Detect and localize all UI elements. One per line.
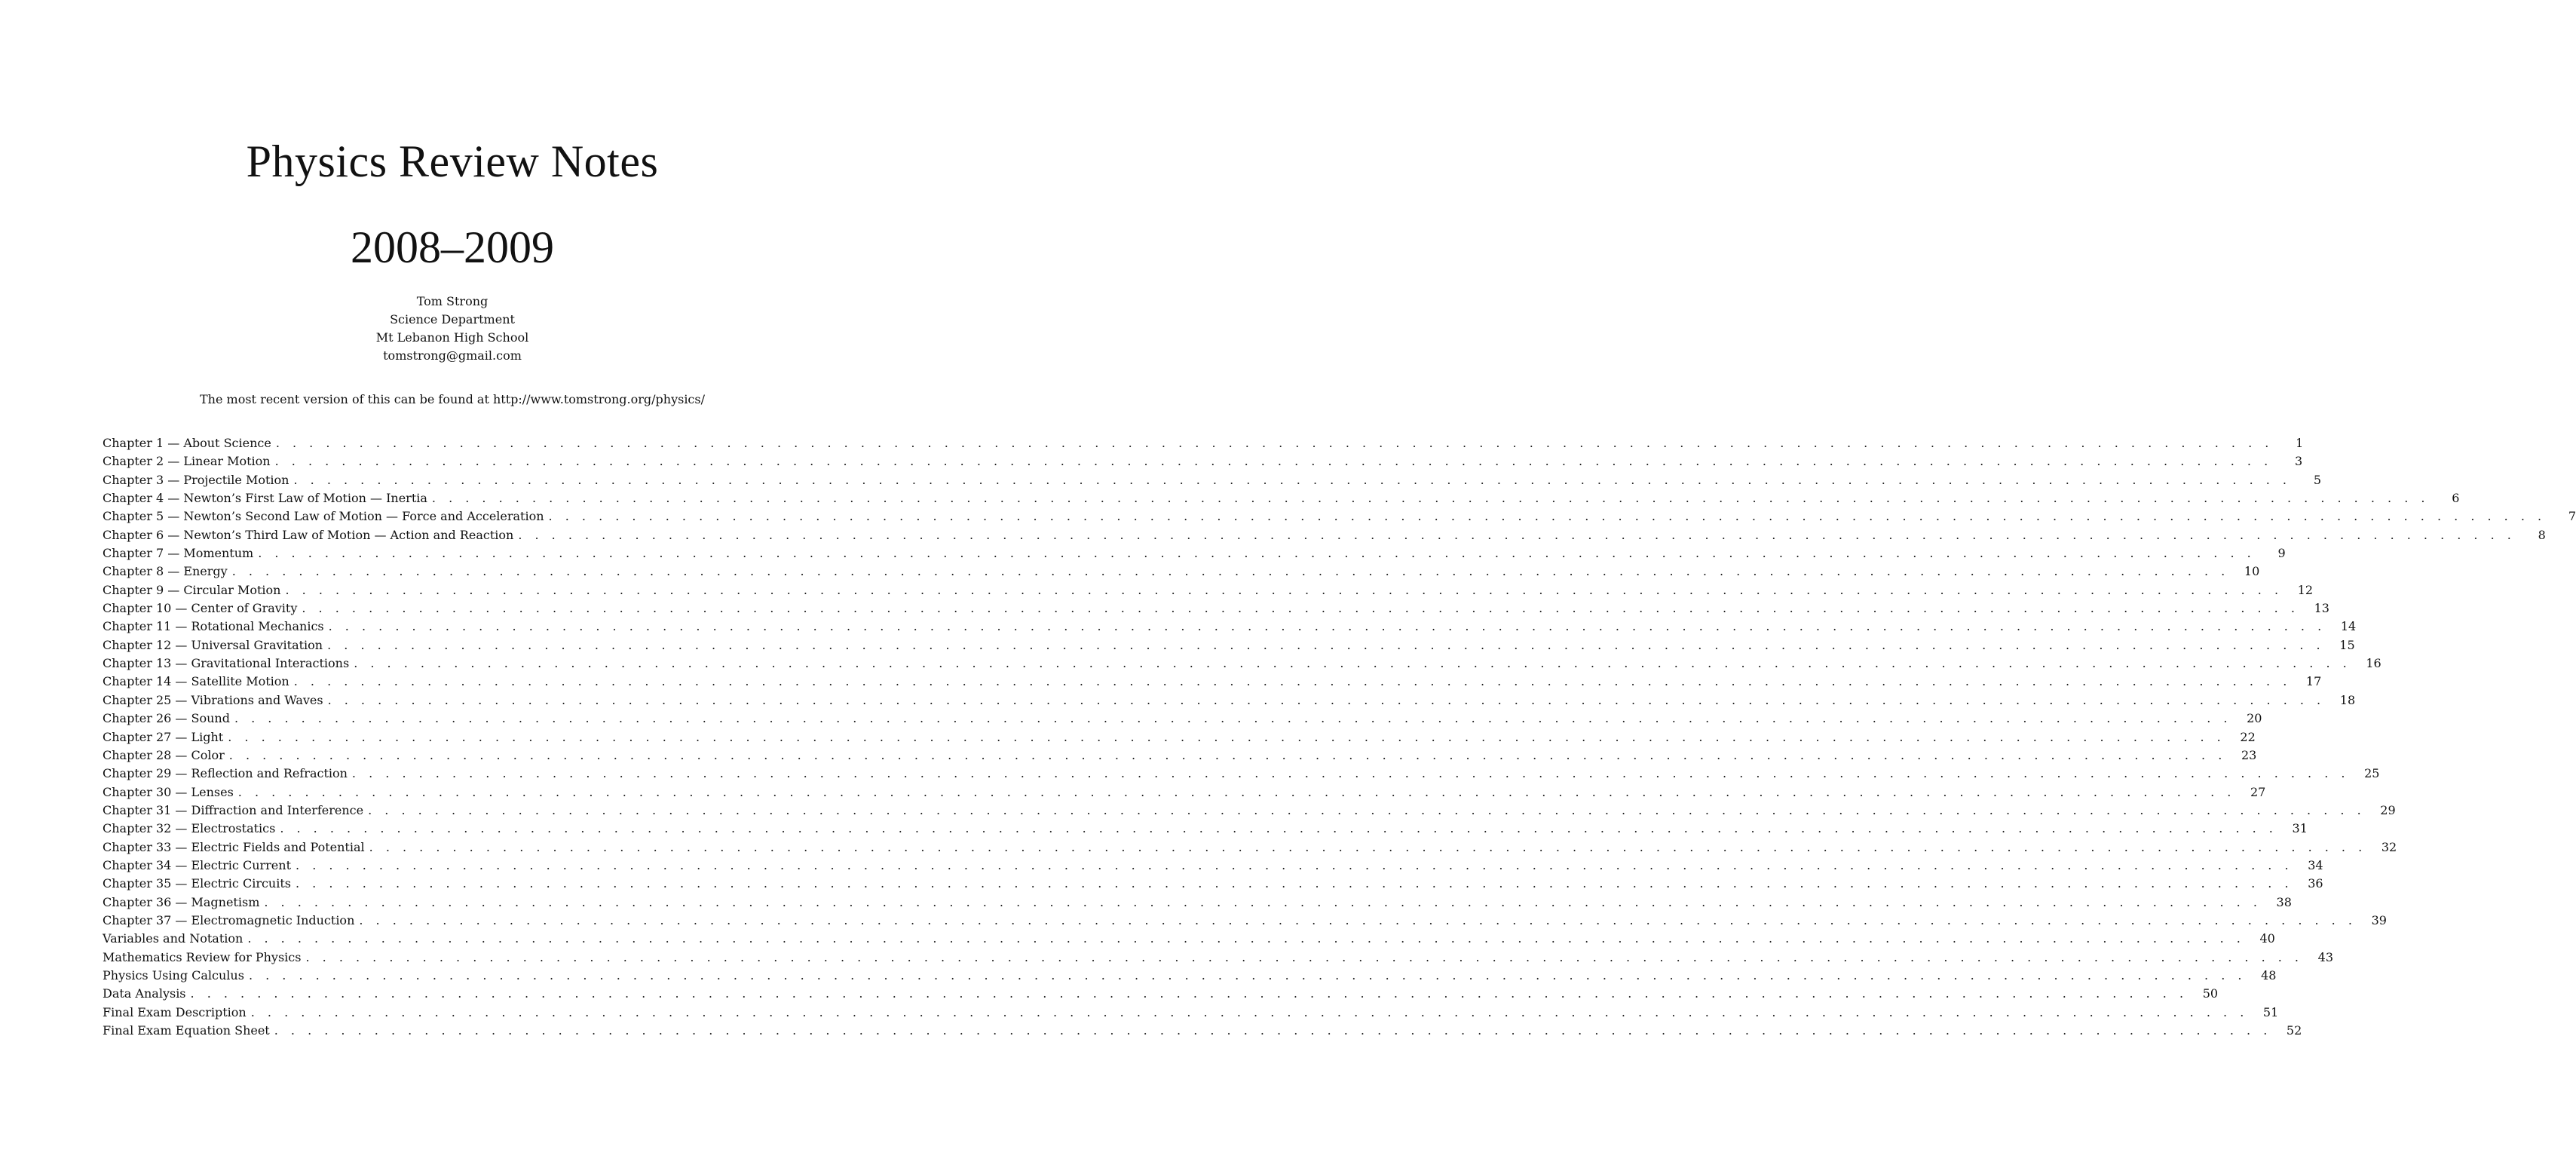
toc-entry[interactable] bbox=[103, 1022, 2302, 1040]
author-school: Mt Lebanon High School bbox=[375, 330, 529, 345]
toc-leader-dots: . . . . . . . . . . . . . . . . . . . . . . . . . . . . . . . . . . . . . . . . . . . . . . . . . . . . . . . . . . . . . . . . . . . . . . . . . . . . . . . . . . . . . . . . . . . . . . . . . . . . . . . . . . . . . . . . . . . . . . . . bbox=[293, 472, 2292, 487]
toc-entry-label: Chapter 33 — Electric Fields and Potential bbox=[103, 839, 365, 854]
toc-entry[interactable] bbox=[103, 654, 2381, 673]
toc-entry-page: 22 bbox=[2240, 729, 2256, 744]
toc-entry[interactable] bbox=[103, 746, 2257, 765]
toc-entry-label: Chapter 9 — Circular Motion bbox=[103, 582, 281, 597]
toc-entry-label: Chapter 37 — Electromagnetic Induction bbox=[103, 912, 355, 927]
toc-entry[interactable] bbox=[103, 820, 2308, 838]
toc-leader-dots: . . . . . . . . . . . . . . . . . . . . . . . . . . . . . . . . . . . . . . . . . . . . . . . . . . . . . . . . . . . . . . . . . . . . . . . . . . . . . . . . . . . . . . . . . . . . . . . . . . . . . . . . . . . . . . . . . . . . . . . . bbox=[275, 436, 2274, 450]
toc-entry[interactable] bbox=[103, 967, 2277, 985]
author-email: tomstrong@gmail.com bbox=[383, 348, 522, 363]
toc-entry-page: 31 bbox=[2292, 821, 2308, 836]
toc-entry[interactable] bbox=[103, 691, 2356, 710]
toc-entry-page: 5 bbox=[2313, 472, 2322, 487]
toc-entry[interactable] bbox=[103, 875, 2323, 893]
document-years: 2008–2009 bbox=[351, 222, 554, 272]
toc-entry-page: 13 bbox=[2314, 601, 2329, 616]
toc-entry-label: Chapter 4 — Newton’s First Law of Motion — Inertia bbox=[103, 491, 427, 506]
toc-entry[interactable] bbox=[103, 544, 2286, 563]
toc-entry-page: 29 bbox=[2380, 802, 2396, 817]
toc-leader-dots: . . . . . . . . . . . . . . . . . . . . . . . . . . . . . . . . . . . . . . . . . . . . . . . . . . . . . . . . . . . . . . . . . . . . . . . . . . . . . . . . . . . . . . . . . . . . . . . . . . . . . . . . . . . . . . . . . . . . . . . . bbox=[351, 766, 2350, 781]
toc-leader-dots: . . . . . . . . . . . . . . . . . . . . . . . . . . . . . . . . . . . . . . . . . . . . . . . . . . . . . . . . . . . . . . . . . . . . . . . . . . . . . . . . . . . . . . . . . . . . . . . . . . . . . . . . . . . . . . . . . . . . . . . . bbox=[274, 1023, 2272, 1038]
toc-entry-page: 34 bbox=[2308, 857, 2323, 872]
toc-entry-label: Chapter 27 — Light bbox=[103, 729, 224, 744]
toc-entry-label: Chapter 36 — Magnetism bbox=[103, 894, 260, 909]
toc-leader-dots: . . . . . . . . . . . . . . . . . . . . . . . . . . . . . . . . . . . . . . . . . . . . . . . . . . . . . . . . . . . . . . . . . . . . . . . . . . . . . . . . . . . . . . . . . . . . . . . . . . . . . . . . . . . . . . . . . . . . . . . . bbox=[302, 601, 2299, 616]
toc-entry-label: Mathematics Review for Physics bbox=[103, 949, 302, 964]
toc-entry-label: Chapter 25 — Vibrations and Waves bbox=[103, 692, 323, 707]
table-of-contents bbox=[103, 434, 2576, 1040]
toc-entry-page: 7 bbox=[2568, 509, 2576, 524]
toc-entry[interactable] bbox=[103, 710, 2262, 728]
toc-entry-label: Chapter 7 — Momentum bbox=[103, 546, 254, 561]
toc-leader-dots: . . . . . . . . . . . . . . . . . . . . . . . . . . . . . . . . . . . . . . . . . . . . . . . . . . . . . . . . . . . . . . . . . . . . . . . . . . . . . . . . . . . . . . . . . . . . . . . . . . . . . . . . . . . . . . . . . . . . . . . . bbox=[518, 527, 2516, 542]
toc-entry-page: 43 bbox=[2317, 949, 2334, 964]
toc-leader-dots: . . . . . . . . . . . . . . . . . . . . . . . . . . . . . . . . . . . . . . . . . . . . . . . . . . . . . . . . . . . . . . . . . . . . . . . . . . . . . . . . . . . . . . . . . . . . . . . . . . . . . . . . . . . . . . . . . . . . . . . . bbox=[368, 802, 2366, 817]
toc-entry[interactable] bbox=[103, 507, 2576, 526]
author-block bbox=[0, 293, 905, 365]
toc-leader-dots: . . . . . . . . . . . . . . . . . . . . . . . . . . . . . . . . . . . . . . . . . . . . . . . . . . . . . . . . . . . . . . . . . . . . . . . . . . . . . . . . . . . . . . . . . . . . . . . . . . . . . . . . . . . . . . . . . . . . . . . . bbox=[274, 454, 2273, 469]
toc-entry-page: 6 bbox=[2452, 491, 2460, 506]
toc-leader-dots: . . . . . . . . . . . . . . . . . . . . . . . . . . . . . . . . . . . . . . . . . . . . . . . . . . . . . . . . . . . . . . . . . . . . . . . . . . . . . . . . . . . . . . . . . . . . . . . . . . . . . . . . . . . . . . . . . . . . . . . . bbox=[327, 637, 2325, 652]
toc-leader-dots: . . . . . . . . . . . . . . . . . . . . . . . . . . . . . . . . . . . . . . . . . . . . . . . . . . . . . . . . . . . . . . . . . . . . . . . . . . . . . . . . . . . . . . . . . . . . . . . . . . . . . . . . . . . . . . . . . . . . . . . . bbox=[354, 656, 2351, 671]
toc-entry-label: Chapter 29 — Reflection and Refraction bbox=[103, 766, 348, 781]
toc-entry[interactable] bbox=[103, 581, 2314, 599]
toc-entry-label: Final Exam Description bbox=[103, 1004, 247, 1019]
toc-leader-dots: . . . . . . . . . . . . . . . . . . . . . . . . . . . . . . . . . . . . . . . . . . . . . . . . . . . . . . . . . . . . . . . . . . . . . . . . . . . . . . . . . . . . . . . . . . . . . . . . . . . . . . . . . . . . . . . . . . . . . . . . bbox=[359, 912, 2357, 927]
toc-entry[interactable] bbox=[103, 894, 2292, 912]
toc-leader-dots: . . . . . . . . . . . . . . . . . . . . . . . . . . . . . . . . . . . . . . . . . . . . . . . . . . . . . . . . . . . . . . . . . . . . . . . . . . . . . . . . . . . . . . . . . . . . . . . . . . . . . . . . . . . . . . . . . . . . . . . . bbox=[280, 821, 2277, 836]
toc-entry-label: Chapter 26 — Sound bbox=[103, 711, 230, 726]
toc-entry-page: 36 bbox=[2308, 876, 2323, 891]
toc-entry-label: Chapter 6 — Newton’s Third Law of Motion — Action and Reaction bbox=[103, 527, 514, 542]
toc-entry-label: Variables and Notation bbox=[103, 931, 244, 946]
document-title: Physics Review Notes bbox=[246, 136, 659, 186]
toc-entry-label: Chapter 8 — Energy bbox=[103, 564, 228, 579]
toc-entry[interactable] bbox=[103, 471, 2322, 489]
toc-entry[interactable] bbox=[103, 949, 2334, 967]
toc-entry-page: 25 bbox=[2364, 766, 2380, 781]
toc-leader-dots: . . . . . . . . . . . . . . . . . . . . . . . . . . . . . . . . . . . . . . . . . . . . . . . . . . . . . . . . . . . . . . . . . . . . . . . . . . . . . . . . . . . . . . . . . . . . . . . . . . . . . . . . . . . . . . . . . . . . . . . . bbox=[328, 619, 2326, 634]
toc-entry-page: 1 bbox=[2296, 436, 2304, 450]
toc-leader-dots: . . . . . . . . . . . . . . . . . . . . . . . . . . . . . . . . . . . . . . . . . . . . . . . . . . . . . . . . . . . . . . . . . . . . . . . . . . . . . . . . . . . . . . . . . . . . . . . . . . . . . . . . . . . . . . . . . . . . . . . . bbox=[190, 986, 2189, 1001]
toc-entry[interactable] bbox=[103, 599, 2329, 618]
toc-entry-label: Chapter 12 — Universal Gravitation bbox=[103, 637, 323, 652]
toc-entry[interactable] bbox=[103, 1004, 2279, 1022]
toc-entry[interactable] bbox=[103, 636, 2355, 654]
toc-entry[interactable] bbox=[103, 452, 2303, 471]
toc-entry[interactable] bbox=[103, 526, 2546, 544]
toc-entry-label: Data Analysis bbox=[103, 986, 186, 1001]
toc-entry-page: 12 bbox=[2297, 582, 2314, 597]
toc-leader-dots: . . . . . . . . . . . . . . . . . . . . . . . . . . . . . . . . . . . . . . . . . . . . . . . . . . . . . . . . . . . . . . . . . . . . . . . . . . . . . . . . . . . . . . . . . . . . . . . . . . . . . . . . . . . . . . . . . . . . . . . . bbox=[369, 839, 2367, 854]
toc-entry[interactable] bbox=[103, 434, 2304, 452]
toc-leader-dots: . . . . . . . . . . . . . . . . . . . . . . . . . . . . . . . . . . . . . . . . . . . . . . . . . . . . . . . . . . . . . . . . . . . . . . . . . . . . . . . . . . . . . . . . . . . . . . . . . . . . . . . . . . . . . . . . . . . . . . . . bbox=[285, 582, 2283, 597]
toc-leader-dots: . . . . . . . . . . . . . . . . . . . . . . . . . . . . . . . . . . . . . . . . . . . . . . . . . . . . . . . . . . . . . . . . . . . . . . . . . . . . . . . . . . . . . . . . . . . . . . . . . . . . . . . . . . . . . . . . . . . . . . . . bbox=[247, 931, 2245, 946]
toc-entry-page: 27 bbox=[2250, 784, 2266, 799]
toc-entry-label: Chapter 30 — Lenses bbox=[103, 784, 234, 799]
toc-entry-page: 20 bbox=[2247, 711, 2262, 726]
toc-leader-dots: . . . . . . . . . . . . . . . . . . . . . . . . . . . . . . . . . . . . . . . . . . . . . . . . . . . . . . . . . . . . . . . . . . . . . . . . . . . . . . . . . . . . . . . . . . . . . . . . . . . . . . . . . . . . . . . . . . . . . . . . bbox=[231, 564, 2230, 579]
toc-entry-label: Chapter 5 — Newton’s Second Law of Motion — Force and Acceleration bbox=[103, 509, 544, 524]
toc-entry-page: 32 bbox=[2381, 839, 2397, 854]
toc-entry[interactable] bbox=[103, 912, 2387, 930]
toc-entry-page: 16 bbox=[2366, 656, 2381, 671]
toc-entry-page: 9 bbox=[2277, 546, 2286, 561]
toc-entry[interactable] bbox=[103, 838, 2397, 857]
toc-entry-label: Chapter 3 — Projectile Motion bbox=[103, 472, 289, 487]
toc-entry-label: Chapter 13 — Gravitational Interactions bbox=[103, 656, 350, 671]
toc-entry[interactable] bbox=[103, 765, 2380, 783]
toc-entry-label: Chapter 11 — Rotational Mechanics bbox=[103, 619, 324, 634]
toc-leader-dots: . . . . . . . . . . . . . . . . . . . . . . . . . . . . . . . . . . . . . . . . . . . . . . . . . . . . . . . . . . . . . . . . . . . . . . . . . . . . . . . . . . . . . . . . . . . . . . . . . . . . . . . . . . . . . . . . . . . . . . . . bbox=[228, 747, 2227, 762]
toc-leader-dots: . . . . . . . . . . . . . . . . . . . . . . . . . . . . . . . . . . . . . . . . . . . . . . . . . . . . . . . . . . . . . . . . . . . . . . . . . . . . . . . . . . . . . . . . . . . . . . . . . . . . . . . . . . . . . . . . . . . . . . . . bbox=[548, 509, 2547, 524]
toc-leader-dots: . . . . . . . . . . . . . . . . . . . . . . . . . . . . . . . . . . . . . . . . . . . . . . . . . . . . . . . . . . . . . . . . . . . . . . . . . . . . . . . . . . . . . . . . . . . . . . . . . . . . . . . . . . . . . . . . . . . . . . . . bbox=[258, 546, 2256, 561]
toc-entry[interactable] bbox=[103, 618, 2357, 636]
toc-entry[interactable] bbox=[103, 783, 2266, 802]
toc-entry-label: Chapter 35 — Electric Circuits bbox=[103, 876, 291, 891]
toc-leader-dots: . . . . . . . . . . . . . . . . . . . . . . . . . . . . . . . . . . . . . . . . . . . . . . . . . . . . . . . . . . . . . . . . . . . . . . . . . . . . . . . . . . . . . . . . . . . . . . . . . . . . . . . . . . . . . . . . . . . . . . . . bbox=[250, 1004, 2249, 1019]
toc-entry-page: 40 bbox=[2259, 931, 2275, 946]
toc-leader-dots: . . . . . . . . . . . . . . . . . . . . . . . . . . . . . . . . . . . . . . . . . . . . . . . . . . . . . . . . . . . . . . . . . . . . . . . . . . . . . . . . . . . . . . . . . . . . . . . . . . . . . . . . . . . . . . . . . . . . . . . . bbox=[248, 967, 2247, 982]
toc-entry-page: 50 bbox=[2202, 986, 2219, 1001]
toc-entry[interactable] bbox=[103, 802, 2396, 820]
toc-leader-dots: . . . . . . . . . . . . . . . . . . . . . . . . . . . . . . . . . . . . . . . . . . . . . . . . . . . . . . . . . . . . . . . . . . . . . . . . . . . . . . . . . . . . . . . . . . . . . . . . . . . . . . . . . . . . . . . . . . . . . . . . bbox=[327, 692, 2326, 707]
toc-entry-label: Chapter 2 — Linear Motion bbox=[103, 454, 271, 469]
toc-entry-label: Final Exam Equation Sheet bbox=[103, 1023, 270, 1038]
version-note: The most recent version of this can be found at http://www.tomstrong.org/physics/ bbox=[200, 392, 705, 406]
toc-entry-label: Physics Using Calculus bbox=[103, 967, 244, 982]
author-department: Science Department bbox=[390, 312, 515, 326]
toc-entry-page: 52 bbox=[2286, 1023, 2302, 1038]
toc-entry[interactable] bbox=[103, 489, 2460, 507]
toc-entry-page: 8 bbox=[2538, 527, 2546, 542]
toc-entry[interactable] bbox=[103, 728, 2256, 746]
toc-entry-page: 48 bbox=[2261, 967, 2277, 982]
toc-entry-label: Chapter 34 — Electric Current bbox=[103, 857, 292, 872]
toc-entry-page: 38 bbox=[2276, 894, 2292, 909]
toc-entry-page: 15 bbox=[2339, 637, 2355, 652]
toc-leader-dots: . . . . . . . . . . . . . . . . . . . . . . . . . . . . . . . . . . . . . . . . . . . . . . . . . . . . . . . . . . . . . . . . . . . . . . . . . . . . . . . . . . . . . . . . . . . . . . . . . . . . . . . . . . . . . . . . . . . . . . . . bbox=[264, 894, 2262, 909]
toc-entry-page: 14 bbox=[2340, 619, 2357, 634]
toc-entry[interactable] bbox=[103, 673, 2322, 691]
toc-entry[interactable] bbox=[103, 563, 2260, 581]
toc-entry[interactable] bbox=[103, 857, 2323, 875]
toc-entry-label: Chapter 28 — Color bbox=[103, 747, 225, 762]
author-name: Tom Strong bbox=[416, 294, 489, 308]
toc-leader-dots: . . . . . . . . . . . . . . . . . . . . . . . . . . . . . . . . . . . . . . . . . . . . . . . . . . . . . . . . . . . . . . . . . . . . . . . . . . . . . . . . . . . . . . . . . . . . . . . . . . . . . . . . . . . . . . . . . . . . . . . . bbox=[228, 729, 2225, 744]
toc-entry-label: Chapter 10 — Center of Gravity bbox=[103, 601, 298, 616]
toc-entry-page: 18 bbox=[2339, 692, 2356, 707]
toc-leader-dots: . . . . . . . . . . . . . . . . . . . . . . . . . . . . . . . . . . . . . . . . . . . . . . . . . . . . . . . . . . . . . . . . . . . . . . . . . . . . . . . . . . . . . . . . . . . . . . . . . . . . . . . . . . . . . . . . . . . . . . . . bbox=[305, 949, 2304, 964]
toc-leader-dots: . . . . . . . . . . . . . . . . . . . . . . . . . . . . . . . . . . . . . . . . . . . . . . . . . . . . . . . . . . . . . . . . . . . . . . . . . . . . . . . . . . . . . . . . . . . . . . . . . . . . . . . . . . . . . . . . . . . . . . . . bbox=[296, 876, 2293, 891]
toc-entry-page: 3 bbox=[2294, 454, 2303, 469]
toc-entry-label: Chapter 14 — Satellite Motion bbox=[103, 674, 289, 689]
toc-entry-page: 39 bbox=[2371, 912, 2387, 927]
toc-leader-dots: . . . . . . . . . . . . . . . . . . . . . . . . . . . . . . . . . . . . . . . . . . . . . . . . . . . . . . . . . . . . . . . . . . . . . . . . . . . . . . . . . . . . . . . . . . . . . . . . . . . . . . . . . . . . . . . . . . . . . . . . bbox=[431, 491, 2430, 506]
toc-entry-page: 51 bbox=[2262, 1004, 2279, 1019]
toc-entry[interactable] bbox=[103, 930, 2275, 948]
toc-entry-page: 23 bbox=[2241, 747, 2257, 762]
toc-leader-dots: . . . . . . . . . . . . . . . . . . . . . . . . . . . . . . . . . . . . . . . . . . . . . . . . . . . . . . . . . . . . . . . . . . . . . . . . . . . . . . . . . . . . . . . . . . . . . . . . . . . . . . . . . . . . . . . . . . . . . . . . bbox=[237, 784, 2236, 799]
toc-entry-label: Chapter 31 — Diffraction and Interference bbox=[103, 802, 364, 817]
toc-leader-dots: . . . . . . . . . . . . . . . . . . . . . . . . . . . . . . . . . . . . . . . . . . . . . . . . . . . . . . . . . . . . . . . . . . . . . . . . . . . . . . . . . . . . . . . . . . . . . . . . . . . . . . . . . . . . . . . . . . . . . . . . bbox=[293, 674, 2292, 689]
toc-leader-dots: . . . . . . . . . . . . . . . . . . . . . . . . . . . . . . . . . . . . . . . . . . . . . . . . . . . . . . . . . . . . . . . . . . . . . . . . . . . . . . . . . . . . . . . . . . . . . . . . . . . . . . . . . . . . . . . . . . . . . . . . bbox=[296, 857, 2293, 872]
toc-entry-label: Chapter 32 — Electrostatics bbox=[103, 821, 276, 836]
toc-leader-dots: . . . . . . . . . . . . . . . . . . . . . . . . . . . . . . . . . . . . . . . . . . . . . . . . . . . . . . . . . . . . . . . . . . . . . . . . . . . . . . . . . . . . . . . . . . . . . . . . . . . . . . . . . . . . . . . . . . . . . . . . bbox=[234, 711, 2232, 726]
toc-entry-page: 10 bbox=[2244, 564, 2260, 579]
toc-entry-label: Chapter 1 — About Science bbox=[103, 436, 271, 450]
toc-entry[interactable] bbox=[103, 985, 2219, 1003]
toc-entry-page: 17 bbox=[2305, 674, 2322, 689]
